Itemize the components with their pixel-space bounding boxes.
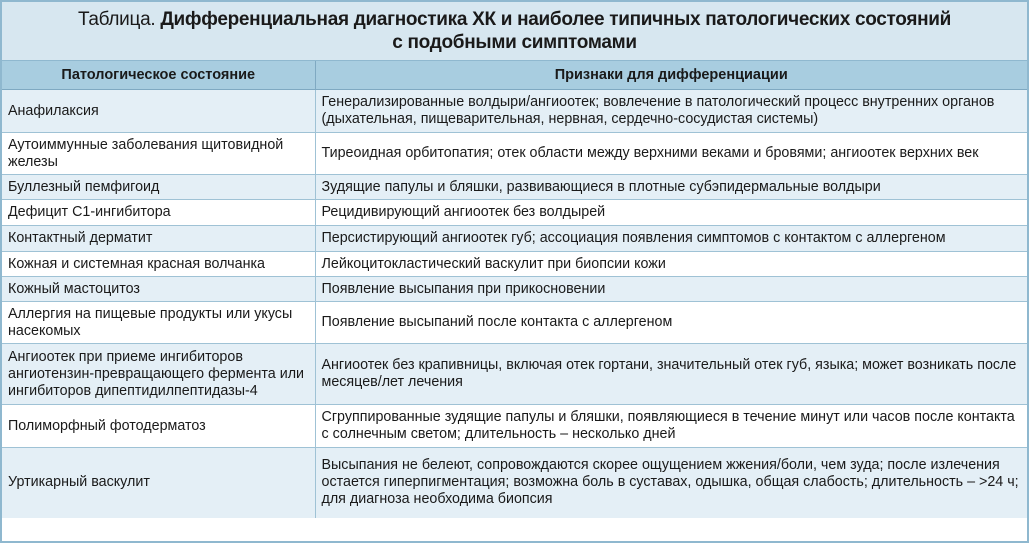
condition-cell: Дефицит С1-ингибитора — [2, 200, 315, 226]
table-row — [2, 226, 1027, 252]
table-row — [2, 252, 1027, 277]
header-signs: Признаки для дифференциации — [315, 61, 1027, 90]
condition-cell: Кожная и системная красная волчанка — [2, 252, 315, 277]
table-row — [2, 200, 1027, 226]
signs-cell: Ангиоотек без крапивницы, включая отек гортани, значительный отек губ, языка; может возникать после месяцев/лет лечения — [315, 344, 1027, 405]
table-row — [2, 133, 1027, 175]
title-main-line-1: Дифференциальная диагностика ХК и наиболее типичных патологических состояний — [160, 9, 952, 30]
table-row — [2, 344, 1027, 405]
condition-cell: Кожный мастоцитоз — [2, 277, 315, 302]
table-row — [2, 90, 1027, 133]
condition-cell: Буллезный пемфигоид — [2, 175, 315, 200]
condition-cell: Ангиоотек при приеме ингибиторов ангиотензин-превращающего фермента или ингибиторов дипептидилпептидазы-4 — [2, 344, 315, 405]
condition-cell: Полиморфный фотодерматоз — [2, 405, 315, 448]
signs-cell: Появление высыпания при прикосновении — [315, 277, 1027, 302]
signs-cell: Персистирующий ангиоотек губ; ассоциация появления симптомов с контактом с аллергеном — [315, 226, 1027, 252]
signs-cell: Зудящие папулы и бляшки, развивающиеся в плотные субэпидермальные волдыри — [315, 175, 1027, 200]
title-prefix: Таблица. — [77, 9, 156, 30]
signs-cell: Рецидивирующий ангиоотек без волдырей — [315, 200, 1027, 226]
header-condition: Патологическое состояние — [2, 61, 315, 90]
title-main-line-2: с подобными симптомами — [392, 32, 637, 53]
table-row — [2, 175, 1027, 200]
signs-cell: Появление высыпаний после контакта с аллергеном — [315, 302, 1027, 344]
condition-cell: Анафилаксия — [2, 90, 315, 133]
table-header-row — [2, 61, 1027, 90]
signs-cell: Высыпания не белеют, сопровождаются скорее ощущением жжения/боли, чем зуда; после излечения остается гиперпигментация; возможна боль в суставах, одышка, общая слабость; длительность – >24 ч; для диагноза необходима биопсия — [315, 448, 1027, 518]
table-title — [2, 0, 1027, 61]
signs-cell: Лейкоцитокластический васкулит при биопсии кожи — [315, 252, 1027, 277]
signs-cell: Генерализированные волдыри/ангиоотек; вовлечение в патологический процесс внутренних органов (дыхательная, пищеварительная, нервная, сердечно-сосудистая системы) — [315, 90, 1027, 133]
condition-cell: Контактный дерматит — [2, 226, 315, 252]
table-row — [2, 302, 1027, 344]
signs-cell: Сгруппированные зудящие папулы и бляшки, появляющиеся в течение минут или часов после контакта с солнечным светом; длительность – несколько дней — [315, 405, 1027, 448]
table-row — [2, 405, 1027, 448]
differential-diagnosis-table — [2, 61, 1027, 518]
condition-cell: Уртикарный васкулит — [2, 448, 315, 518]
signs-cell: Тиреоидная орбитопатия; отек области между верхними веками и бровями; ангиоотек верхних век — [315, 133, 1027, 175]
table-row — [2, 448, 1027, 518]
title-line-1 — [2, 8, 1027, 31]
condition-cell: Аутоиммунные заболевания щитовидной железы — [2, 133, 315, 175]
table-row — [2, 277, 1027, 302]
condition-cell: Аллергия на пищевые продукты или укусы насекомых — [2, 302, 315, 344]
